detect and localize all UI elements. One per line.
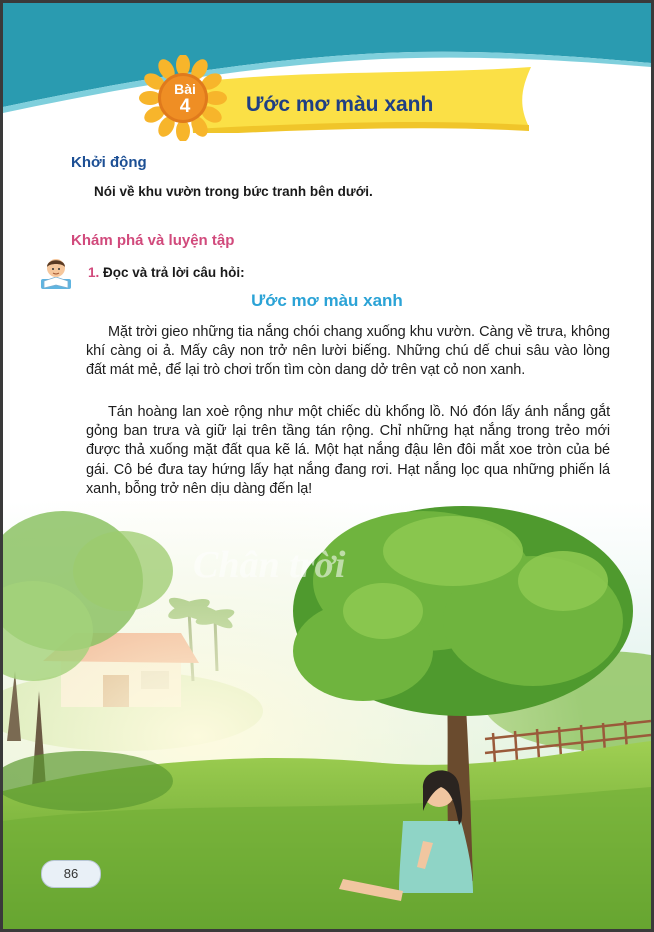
reading-paragraph-1: Mặt trời gieo những tia nắng chói chang xuống khu vườn. Càng về trưa, không khí càng oi ả. Mấy cây non trở nên lười biếng. Những chú dế chui sâu vào lòng đất mát mẻ, để lại trò chơi trốn tìm còn dang dở trên vạt cỏ non xanh. <box>86 324 610 379</box>
reading-child-icon <box>37 255 75 291</box>
page-number: 86 <box>41 860 101 888</box>
task-1 <box>88 265 245 280</box>
garden-illustration <box>3 501 651 929</box>
task-number: 1. <box>88 265 100 280</box>
textbook-page <box>3 3 651 929</box>
explore-heading: Khám phá và luyện tập <box>71 232 235 249</box>
lesson-title: Ước mơ màu xanh <box>246 93 434 116</box>
warmup-instruction: Nói về khu vườn trong bức tranh bên dưới. <box>94 184 373 199</box>
lesson-badge-label: Bài <box>174 81 196 97</box>
task-text: Đọc và trả lời câu hỏi: <box>103 265 245 280</box>
watermark-text: Chân trời <box>193 544 346 586</box>
warmup-heading: Khởi động <box>71 154 147 171</box>
reading-title: Ước mơ màu xanh <box>251 291 403 310</box>
reading-paragraph-2: Tán hoàng lan xoè rộng như một chiếc dù khổng lồ. Nó đón lấy ánh nắng gắt gỏng ban trưa và giữ lại trên tầng tán rộng. Chỉ những hạt nắng trong trẻo mới được thả xuống mặt đất qua kẽ lá. Một hạt nắng đậu lên đôi mắt xoe tròn của bé gái. Cô bé đưa tay hứng lấy hạt nắng đang rơi. Hạt nắng lọc qua những phiến lá xanh, bỗng trở nên dịu dàng đến lạ! <box>86 404 610 497</box>
lesson-badge-number: 4 <box>179 96 191 117</box>
